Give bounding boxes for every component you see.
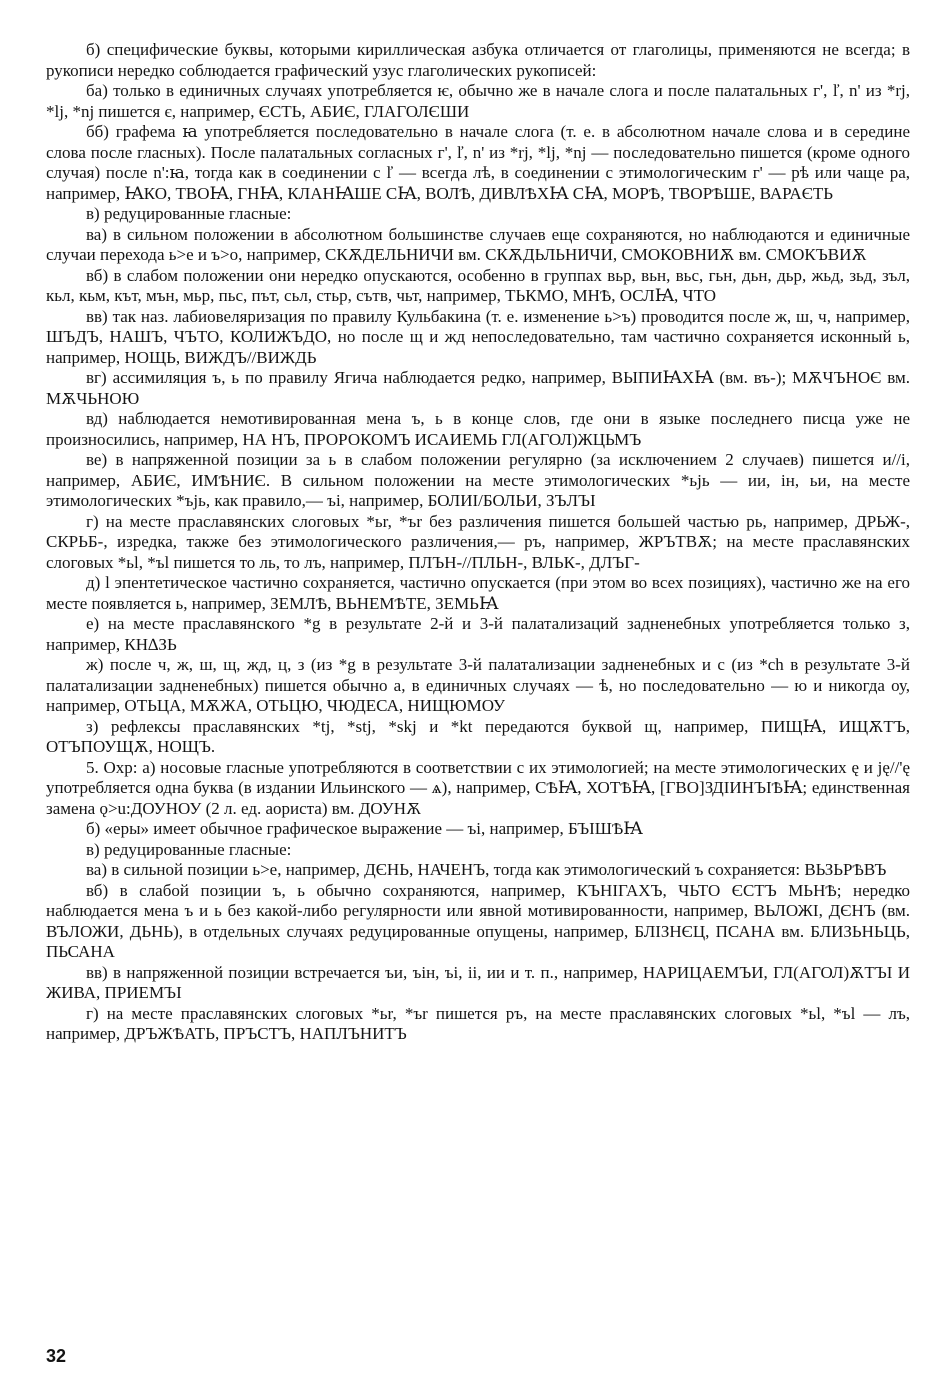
paragraph-va-2: ва) в сильной позиции ь>е, например, ДЄНЬ, НАЧЕНЪ, тогда как этимологический ъ сохраняется: ВЬЗЬРѢВЪ (86, 860, 887, 879)
paragraph-v-reduced-vowels: в) редуцированные гласные: (86, 204, 292, 223)
paragraph-g: г) на месте праславянских слоговых *ьr, *ъr без различения пишется большей частью рь, например, ДРЬЖ-, СКРЬБ-, изредка, также без этимологического различения,— ръ, например, ЖРЪТВѪ; на месте праславянских слоговых *ьl, *ъl пишется то ль, то лъ, например, ПЛЪН-//ПЛЬН-, ВЛЬК-, ДЛЪГ- (46, 511, 910, 572)
paragraph-zh: ж) после ч, ж, ш, щ, жд, ц, з (из *g в результате 3-й палатализации задненебных и с (из *ch в результате 3-й палатализации задненебных) пишется обычно а, в единичных случаях — ѣ, но последовательно — ю и никогда оу, например, ОТЬЦА, МѪЖА, ОТЬЦЮ, ЧЮДЕСА, НИЩЮМОУ (46, 655, 910, 715)
paragraph-e: е) на месте праславянского *g в результате 2-й и 3-й палатализаций задненебных употребляется только з, например, КН∆ЗЬ (46, 614, 910, 654)
paragraph-ve: ве) в напряженной позиции за ь в слабом положении регулярно (за исключением 2 случаев) пишется и//і, например, АБИЄ, ИМѢНИЄ. В сильном положении на месте этимологических *ьјь — ии, ін, ьи, на месте этимологических *ъјь, как правило,— ъі, например, БОЛИІ/БОЛЬИ, ЗЪЛЪІ (46, 450, 910, 510)
paragraph-vg: вг) ассимиляция ъ, ь по правилу Ягича наблюдается редко, например, ВЫПИꙖХꙖ (вм. въ-); МѪЧЪНОЄ вм. МѪЧЬНОЮ (46, 368, 910, 408)
paragraph-b-ery: б) «еры» имеет обычное графическое выражение — ъі, например, БЪІШѢꙖ (86, 819, 643, 838)
paragraph-vb: вб) в слабом положении они нередко опускаются, особенно в группах вьр, вьн, вьс, гьн, дьн, дьр, жьд, зьд, зъл, кьл, кьм, кът, мън, мьр, пьс, път, сьл, стьр, сътв, чьт, например, ТЬКМО, МНѢ, ОСЛꙖ, ЧТО (46, 265, 910, 305)
paragraph-z: з) рефлексы праславянских *tj, *stj, *skj и *kt передаются буквой щ, например, ПИЩꙖ, ИЩѪТЪ, ОТЪПОУЩѪ, НОЩЪ. (46, 716, 910, 756)
paragraph-bb: бб) графема ꙗ употребляется последовательно в начале слога (т. е. в абсолютном начале слова и в середине слова после гласных). После палатальных согласных г', ľ, n' из *rj, *lj, *nj — последовательно пишется (кроме одного случая) после n':ꙗ, тогда как в соединении с ľ — всегда лѣ, в соединении с этимологическим г' — рѣ или чаще ра, например, ꙖКО, ТВОꙖ, ГНꙖ, КЛАНꙖШЕ СꙖ, ВОЛѢ, ДИВЛѢХꙖ СꙖ, МОРѢ, ТВОРѢШЕ, ВАРАЄТЬ (46, 122, 910, 203)
paragraph-d: д) l эпентетическое частично сохраняется, частично опускается (при этом во всех позициях), частично же на его месте появляется ь, например, ЗЕМЛѢ, ВЬНЕМѢТЕ, ЗЕМЬꙖ (46, 573, 910, 613)
paragraph-g-2: г) на месте праславянских слоговых *ьr, *ъr пишется ръ, на месте праславянских слоговых *ьl, *ъl — лъ, например, ДРЪЖѢАТЬ, ПРЪСТЪ, НАПЛЪНИТЪ (46, 1003, 910, 1043)
paragraph-vv-2: вв) в напряженной позиции встречается ъи, ъін, ъі, іі, ии и т. п., например, НАРИЦАЕМЪИ, ГЛ(АГОЛ)ѪТЪІ И ЖИВА, ПРИЕМЪІ (46, 962, 910, 1002)
paragraph-vb-2: вб) в слабой позиции ъ, ь обычно сохраняются, например, КЪНІГАХЪ, ЧЬТО ЄСТЪ МЬНѢ; нередко наблюдается мена ъ и ь без какой-либо регулярности или явной мотивированности, например, ВЬЛОЖІ, ДЄНЪ (вм. ВЪЛОЖИ, ДЬНЬ), в отдельных случаях редуцированные опущены, например, БЛІЗНЄЦ, ПСАНА вм. БЛИЗЬНЬЦЬ, ПЬСАНА (46, 880, 910, 961)
paragraph-v-reduced-vowels-2: в) редуцированные гласные: (86, 839, 292, 859)
paragraph-vd: вд) наблюдается немотивированная мена ъ, ь в конце слов, где они в языке последнего писца уже не произносились, например, НА НЪ, ПРОРОКОМЪ ИСАИЕМЬ ГЛ(АГОЛ)ЖЦЬМЪ (46, 409, 910, 449)
paragraph-vv: вв) так наз. лабиовеляризация по правилу Кульбакина (т. е. изменение ь>ъ) проводится после ж, ш, ч, например, ШЪДЪ, НАШЪ, ЧЪТО, КОЛИЖЪДО, но после щ и жд непоследовательно, там частично сохраняется исконный ь, например, НОЩЬ, ВИЖДЪ//ВИЖДЬ (46, 306, 910, 367)
page-number: 32 (46, 1346, 67, 1366)
body-text (46, 40, 910, 1045)
paragraph-5-ohr: 5. Охр: а) носовые гласные употребляются в соответствии с их этимологией; на месте этимологических ę и ję//'ę употребляется одна буква (в издании Ильинского — ѧ), например, СѢꙖ, ХОТѢꙖ, [ГВО]ЗДІИНЪІѢꙖ; единственная замена ǫ>u:ДОУНОУ (2 л. ед. аориста) вм. ДОУНѪ (46, 757, 910, 818)
paragraph-b-specific-letters: б) специфические буквы, которыми кириллическая азбука отличается от глаголицы, применяются не всегда; в рукописи нередко соблюдается графический узус глаголических рукописей: (46, 40, 910, 80)
paragraph-ba: ба) только в единичных случаях употребляется ѥ, обычно же в начале слога и после палатальных г', ľ, n' из *rj, *lj, *nj пишется є, например, ЄСТЬ, АБИЄ, ГЛАГОЛЄШИ (46, 81, 910, 121)
paragraph-va: ва) в сильном положении в абсолютном большинстве случаев еще сохраняются, но наблюдаются и единичные случаи перехода ь>е и ъ>о, например, СКѪДЕЛЬНИЧИ вм. СКѪДЬЛЬНИЧИ, СМОКОВНИѪ вм. СМОКЪВИѪ (46, 224, 910, 264)
